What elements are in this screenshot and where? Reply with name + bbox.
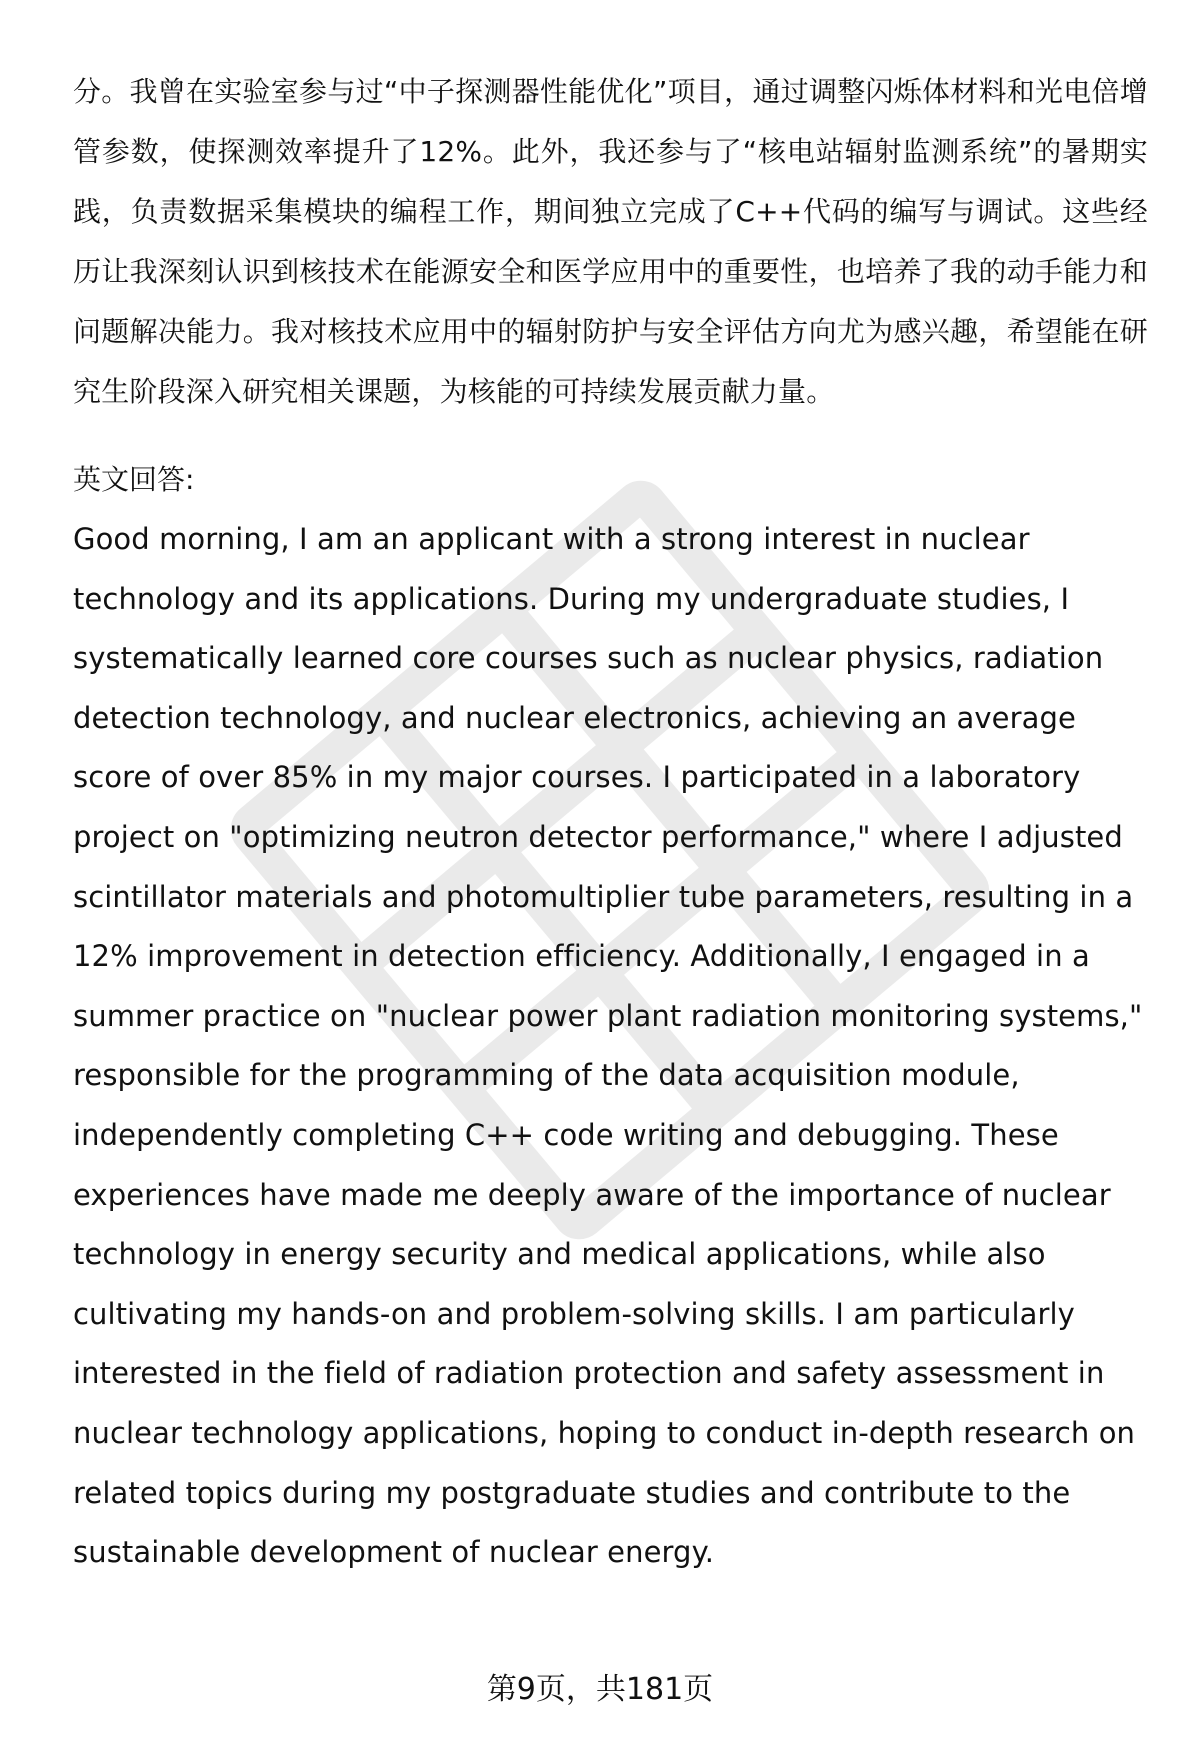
chinese-answer-paragraph: 分。我曾在实验室参与过“中子探测器性能优化”项目，通过调整闪烁体材料和光电倍增管参数，使探测效率提升了12%。此外，我还参与了“核电站辐射监测系统”的暑期实践，负责数据采集模块的编程工作，期间独立完成了C++代码的编写与调试。这些经历让我深刻认识到核技术在能源安全和医学应用中的重要性，也培养了我的动手能力和问题解决能力。我对核技术应用中的辐射防护与安全评估方向尤为感兴趣，希望能在研究生阶段深入研究相关课题，为核能的可持续发展贡献力量。 bbox=[73, 75, 1148, 408]
page-number-footer: 第9页，共181页 bbox=[486, 1672, 714, 1707]
english-answer-paragraph: Good morning, I am an applicant with a strong interest in nuclear technology and its applications. During my undergraduate studies, I systematically learned core courses such as nuclear physics, radiation detection technology, and nuclear electronics, achieving an average score of over 85% in my major courses. I participated in a laboratory project on "optimizing neutron detector performance," where I adjusted scintillator materials and photomultiplier tube parameters, resulting in a 12% improvement in detection efficiency. Additionally, I engaged in a summer practice on "nuclear power plant radiation monitoring systems," responsible for the programming of the data acquisition module, independently completing C++ code writing and debugging. These experiences have made me deeply aware of the importance of nuclear technology in energy security and medical applications, while also cultivating my hands-on and problem-solving skills. I am particularly interested in the field of radiation protection and safety assessment in nuclear technology applications, hoping to conduct in-depth research on related topics during my postgraduate studies and contribute to the sustainable development of nuclear energy. bbox=[73, 522, 1143, 1570]
english-answer-label: 英文回答: bbox=[73, 463, 195, 496]
document-body bbox=[73, 62, 1148, 1583]
